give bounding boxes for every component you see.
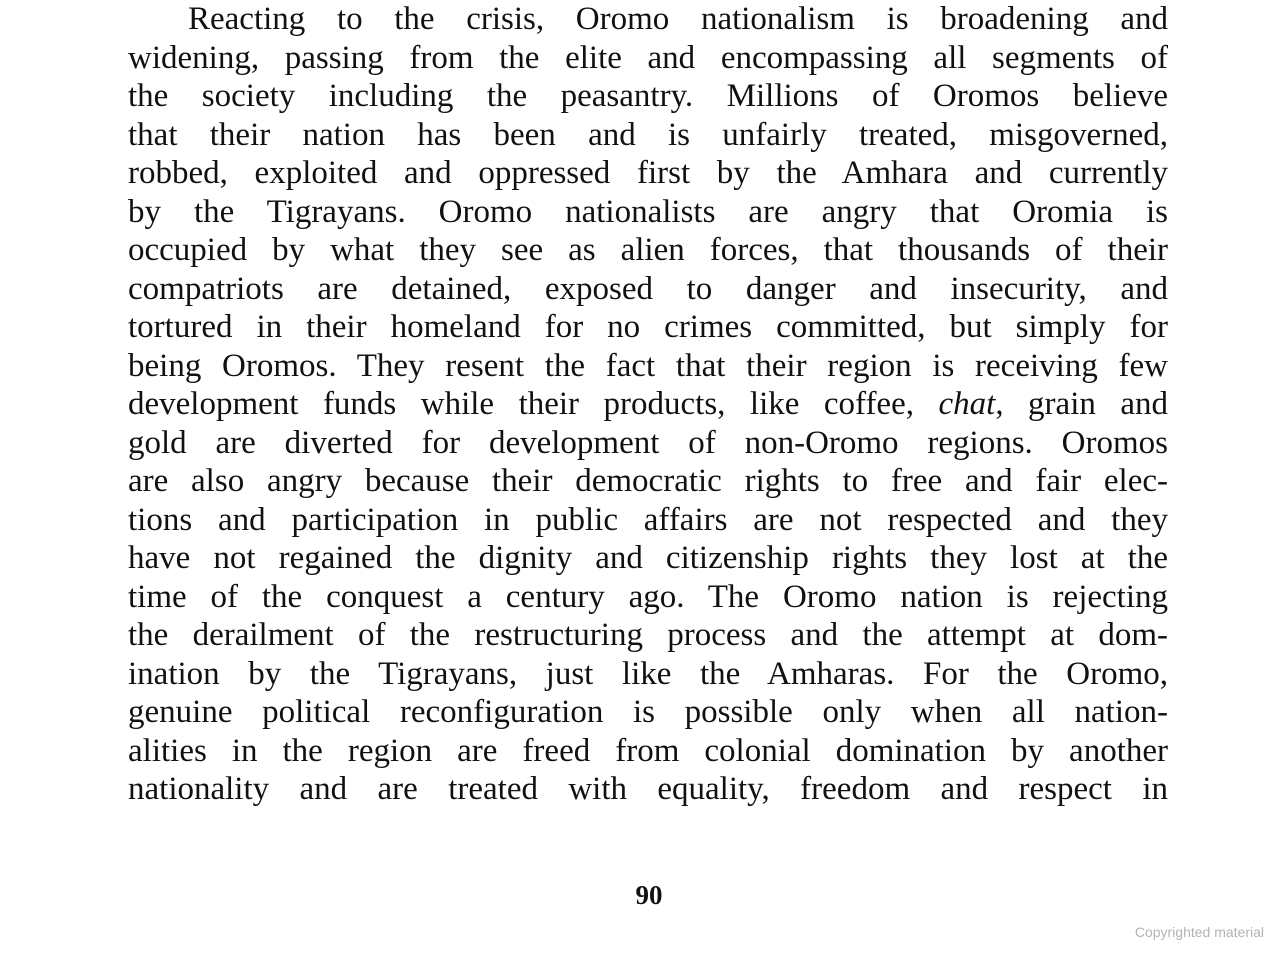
text-line-with-italic — [128, 385, 1168, 424]
text-line: widening, passing from the elite and encompassing all segments of — [128, 39, 1168, 76]
text-line: tortured in their homeland for no crimes committed, but simply for — [128, 309, 1168, 345]
text-segment: , grain and — [995, 386, 1169, 422]
text-line: the society including the peasantry. Millions of Oromos believe — [128, 78, 1168, 114]
text-segment: development funds while their products, like coffee, — [128, 386, 939, 422]
body-paragraph — [128, 0, 1168, 809]
text-line: robbed, exploited and oppressed first by the Amhara and currently — [128, 155, 1168, 191]
text-line: Reacting to the crisis, Oromo nationalism is broadening and — [188, 1, 1168, 37]
text-line: by the Tigrayans. Oromo nationalists are angry that Oromia is — [128, 193, 1168, 230]
text-line: are also angry because their democratic rights to free and fair elec- — [128, 463, 1168, 499]
text-line: that their nation has been and is unfairly treated, misgoverned, — [128, 116, 1168, 153]
text-line: compatriots are detained, exposed to danger and insecurity, and — [128, 270, 1168, 307]
text-line: alities in the region are freed from colonial domination by another — [128, 732, 1168, 769]
italic-term-chat: chat — [938, 386, 996, 422]
page-number: 90 — [635, 880, 663, 910]
text-line: nationality and are treated with equality, freedom and respect in — [128, 771, 1168, 807]
text-line: occupied by what they see as alien forces, that thousands of their — [128, 232, 1168, 268]
text-line: time of the conquest a century ago. The Oromo nation is rejecting — [128, 578, 1168, 615]
text-line: tions and participation in public affairs are not respected and they — [128, 501, 1168, 538]
text-line: have not regained the dignity and citizenship rights they lost at the — [128, 540, 1168, 576]
text-line: gold are diverted for development of non-Oromo regions. Oromos — [128, 424, 1168, 461]
copyright-watermark: Copyrighted material — [1134, 924, 1264, 940]
text-line: the derailment of the restructuring process and the attempt at dom- — [128, 617, 1168, 653]
text-line: ination by the Tigrayans, just like the Amharas. For the Oromo, — [128, 655, 1168, 692]
text-line: being Oromos. They resent the fact that their region is receiving few — [128, 347, 1168, 384]
text-line: genuine political reconfiguration is possible only when all nation- — [128, 694, 1168, 730]
